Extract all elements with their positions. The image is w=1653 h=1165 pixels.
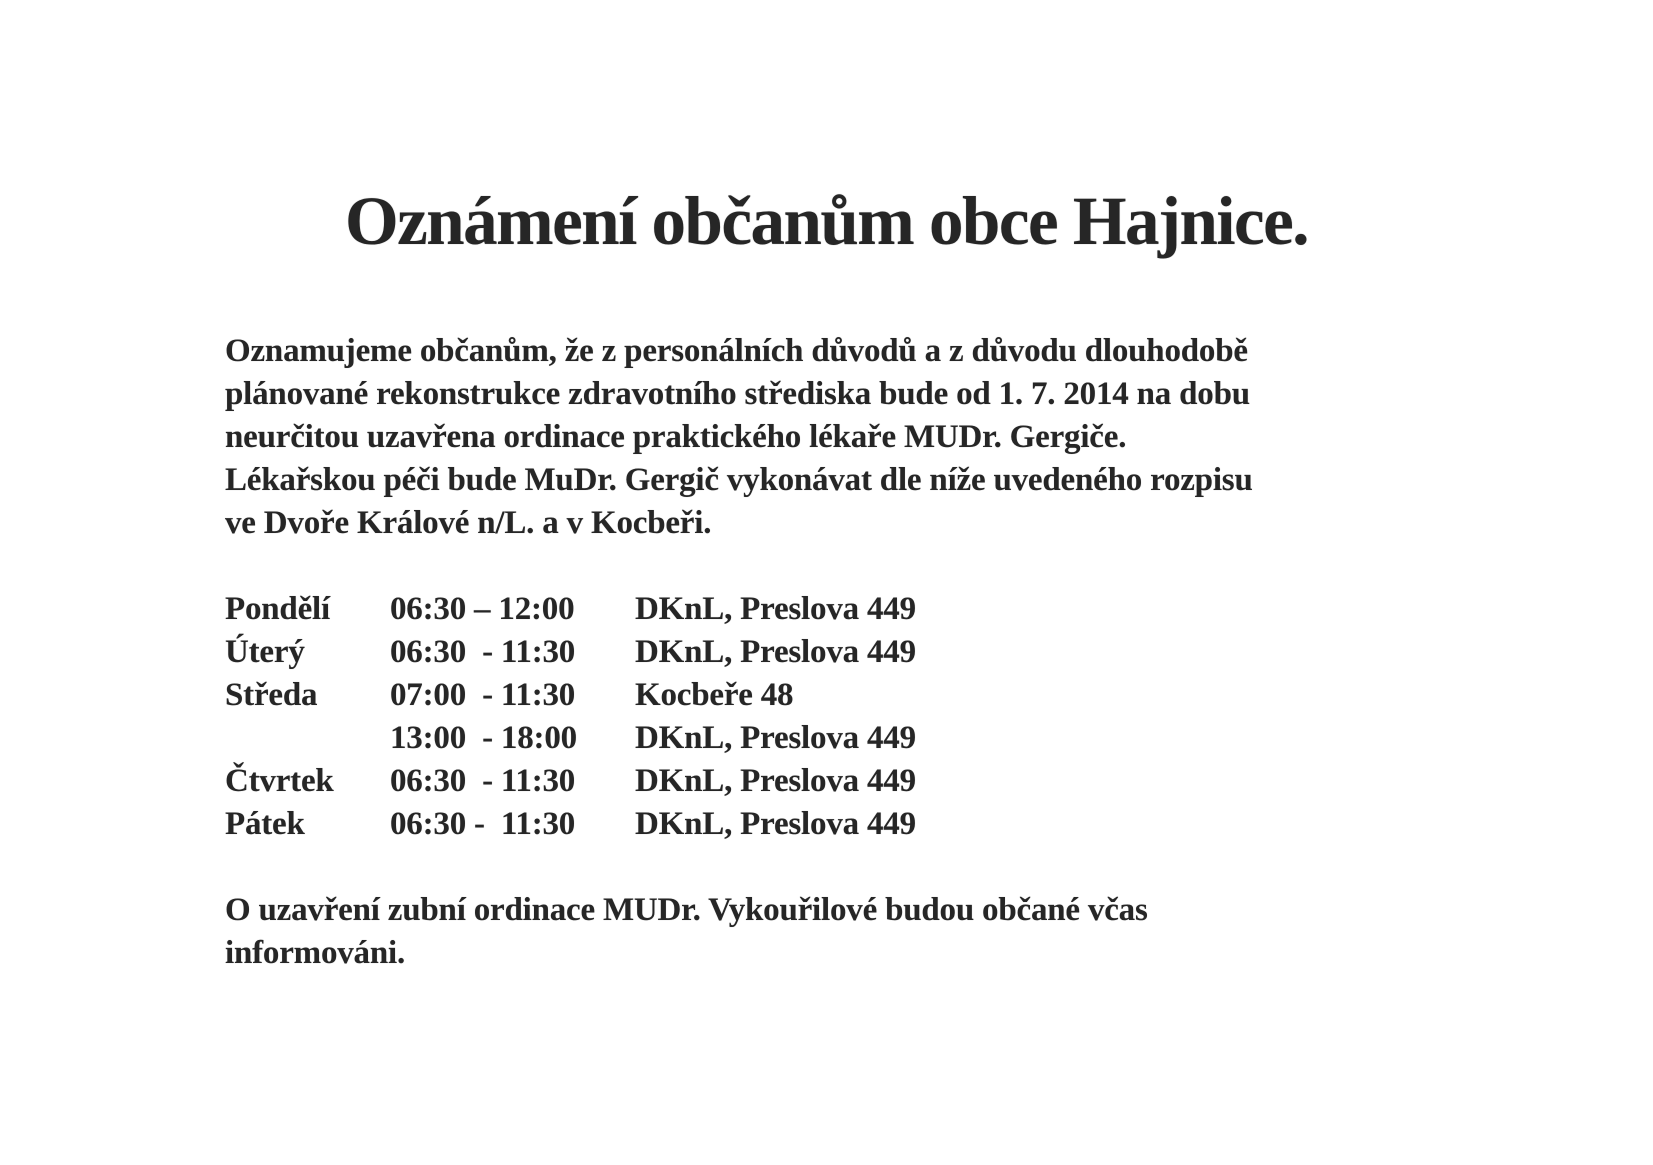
schedule-row-tuesday [225, 631, 1428, 674]
schedule-day: Středa [225, 677, 318, 713]
schedule-row-monday [225, 588, 1428, 631]
schedule-time: 13:00 - 18:00 [390, 720, 577, 756]
schedule-day: Úterý [225, 634, 305, 670]
schedule-time: 06:30 - 11:30 [390, 763, 576, 799]
schedule-day: Pátek [225, 806, 305, 842]
schedule-location: DKnL, Preslova 449 [635, 591, 916, 627]
closing-line-2: informováni. [225, 935, 406, 971]
schedule-row-wednesday-morning [225, 674, 1428, 717]
closing-paragraph [225, 889, 1428, 975]
closing-line-1: O uzavření zubní ordinace MUDr. Vykouřilové budou občané včas [225, 892, 1148, 928]
schedule-location: DKnL, Preslova 449 [635, 806, 916, 842]
document-title: Oznámení občanům obce Hajnice. [344, 183, 1309, 259]
schedule-day: Pondělí [225, 591, 330, 627]
document-content [225, 0, 1428, 975]
intro-line-2: plánované rekonstrukce zdravotního střediska bude od 1. 7. 2014 na dobu [225, 376, 1250, 412]
schedule-location: Kocbeře 48 [635, 677, 794, 713]
schedule-row-thursday [225, 760, 1428, 803]
schedule-table [225, 588, 1428, 846]
schedule-location: DKnL, Preslova 449 [635, 763, 916, 799]
intro-line-5: ve Dvoře Králové n/L. a v Kocbeři. [225, 505, 712, 541]
schedule-row-friday [225, 803, 1428, 846]
intro-line-4: Lékařskou péči bude MuDr. Gergič vykonávat dle níže uvedeného rozpisu [225, 462, 1253, 498]
schedule-day [225, 717, 390, 760]
schedule-row-wednesday-afternoon [225, 717, 1428, 760]
schedule-time: 06:30 – 12:00 [390, 591, 575, 627]
intro-line-3: neurčitou uzavřena ordinace praktického lékaře MUDr. Gergiče. [225, 419, 1127, 455]
schedule-time: 06:30 - 11:30 [390, 634, 576, 670]
intro-paragraph [225, 330, 1428, 545]
schedule-day: Čtvrtek [225, 763, 334, 799]
intro-line-1: Oznamujeme občanům, že z personálních důvodů a z důvodu dlouhodobě [225, 333, 1248, 369]
schedule-time: 06:30 - 11:30 [390, 806, 576, 842]
schedule-location: DKnL, Preslova 449 [635, 634, 916, 670]
schedule-location: DKnL, Preslova 449 [635, 720, 916, 756]
schedule-time: 07:00 - 11:30 [390, 677, 576, 713]
